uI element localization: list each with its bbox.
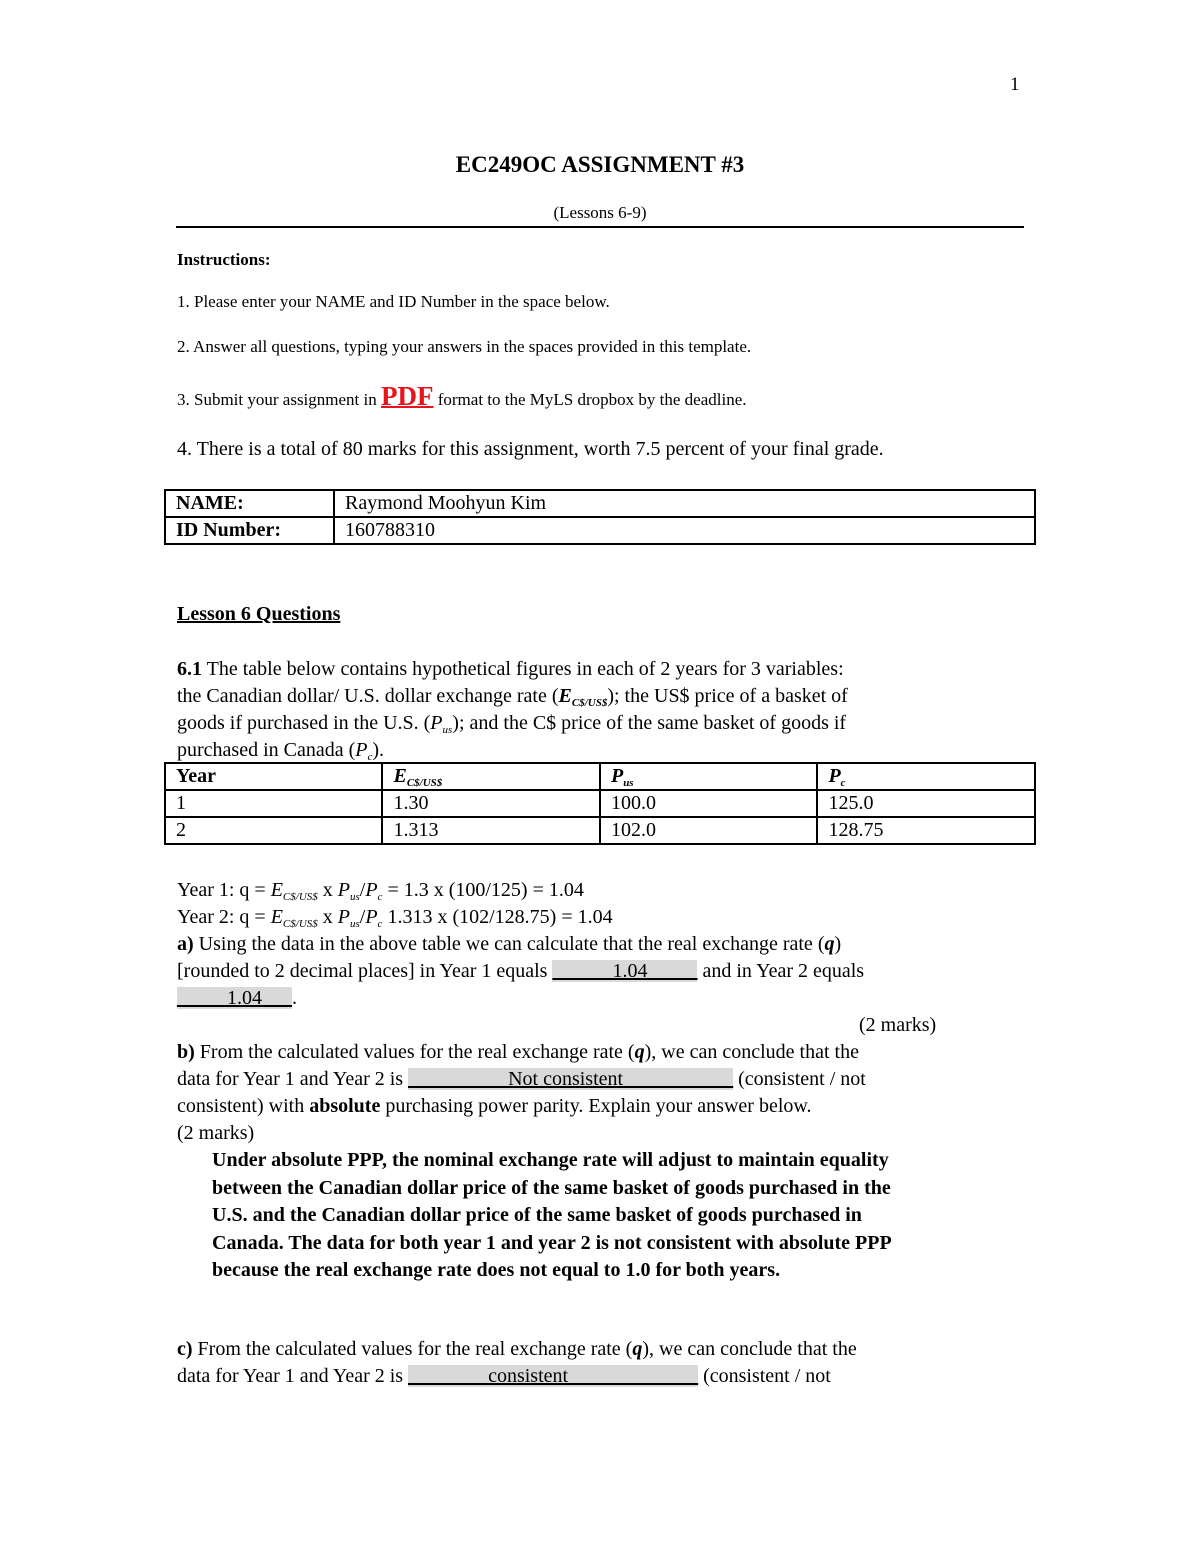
question-text: the Canadian dollar/ U.S. dollar exchange rate ( [177, 685, 559, 707]
emphasis-absolute: absolute [309, 1095, 381, 1117]
symbol-q: q [634, 1041, 645, 1063]
question-text: (consistent / not [698, 1365, 831, 1387]
question-text: . [292, 987, 297, 1009]
calc-text: Year 2: q = [177, 906, 271, 928]
question-text: ). [372, 739, 385, 761]
calc-text: = 1.3 x (100/125) = 1.04 [382, 879, 584, 901]
instruction-3-text-a: 3. Submit your assignment in [177, 390, 381, 409]
header-text: P [828, 765, 841, 787]
calc-year-2 [177, 904, 936, 931]
answer-line: U.S. and the Canadian dollar price of the same basket of goods purchased in [212, 1204, 862, 1226]
symbol-subscript: us [442, 724, 453, 736]
symbol-text: P [365, 906, 378, 928]
part-b-marks: (2 marks) [177, 1122, 255, 1144]
answer-field-year-1[interactable]: ______1.04_____ [552, 960, 698, 982]
symbol-q: q [632, 1338, 643, 1360]
header-pus [600, 763, 817, 790]
part-label: b) [177, 1041, 195, 1063]
symbol-text: P [337, 906, 350, 928]
calculations [177, 877, 936, 1147]
table-cell: 102.0 [600, 817, 817, 844]
table-cell: 2 [165, 817, 382, 844]
part-label: a) [177, 933, 194, 955]
part-b-line-3 [177, 1093, 936, 1120]
question-text: and in Year 2 equals [697, 960, 865, 982]
answer-field-year-2[interactable]: _____1.04___ [177, 987, 292, 1009]
part-b-answer[interactable] [212, 1147, 892, 1285]
symbol-text: E [558, 685, 572, 707]
part-c-line-2 [177, 1363, 857, 1390]
student-info-table [164, 489, 1036, 545]
symbol-subscript: C$/US$ [571, 697, 608, 709]
question-text: From the calculated values for the real exchange rate ( [192, 1338, 633, 1360]
question-6-1 [177, 656, 848, 764]
instruction-2: 2. Answer all questions, typing your answers in the spaces provided in this template. [177, 337, 752, 356]
question-text: ) [834, 933, 842, 955]
answer-line: because the real exchange rate does not equal to 1.0 for both years. [212, 1259, 781, 1281]
part-b-line-1 [177, 1039, 936, 1066]
question-text: data for Year 1 and Year 2 is [177, 1365, 409, 1387]
part-c [177, 1336, 857, 1390]
name-field[interactable]: Raymond Moohyun Kim [334, 490, 1035, 517]
question-text: [rounded to 2 decimal places] in Year 1 equals [177, 960, 553, 982]
calc-text: / [359, 906, 366, 928]
page-subtitle: (Lessons 6-9) [553, 203, 647, 222]
id-label: ID Number: [165, 517, 334, 544]
question-text: purchased in Canada ( [177, 739, 356, 761]
header-subscript: us [623, 777, 634, 789]
calc-text: Year 1: q = [177, 879, 271, 901]
calc-year-1 [177, 877, 936, 904]
question-text: Using the data in the above table we can calculate that the real exchange rate ( [193, 933, 825, 955]
table-cell: 100.0 [600, 790, 817, 817]
table-row [165, 817, 1035, 844]
question-number: 6.1 [177, 658, 202, 680]
header-text: P [610, 765, 624, 787]
part-b-line-2 [177, 1066, 936, 1093]
header-year: Year [165, 763, 382, 790]
answer-line: Under absolute PPP, the nominal exchange rate will adjust to maintain equality [212, 1149, 889, 1171]
symbol-text: P [430, 712, 443, 734]
id-field[interactable]: 160788310 [334, 517, 1035, 544]
symbol-subscript: c [367, 751, 373, 763]
question-text: The table below contains hypothetical figures in each of 2 years for 3 variables: [202, 658, 844, 680]
part-a-line-1 [177, 931, 936, 958]
table-cell: 1.313 [382, 817, 600, 844]
question-text: ); the US$ price of a basket of [607, 685, 848, 707]
question-text: purchasing power parity. Explain your answer below. [380, 1095, 812, 1117]
symbol-subscript: c [377, 891, 383, 903]
symbol-pc [355, 739, 372, 761]
pdf-highlight: PDF [381, 381, 434, 411]
symbol-subscript: c [377, 918, 383, 930]
symbol-text: P [365, 879, 378, 901]
question-text: From the calculated values for the real exchange rate ( [194, 1041, 635, 1063]
part-a-line-2 [177, 958, 936, 985]
header-exchange-rate [382, 763, 600, 790]
answer-line: Canada. The data for both year 1 and year 2 is not consistent with absolute PPP [212, 1231, 892, 1254]
symbol-text: P [337, 879, 350, 901]
instructions-heading: Instructions: [177, 250, 271, 269]
symbol-text: P [355, 739, 368, 761]
table-cell: 1 [165, 790, 382, 817]
calc-text: x [317, 906, 338, 928]
calc-text: 1.313 x (102/128.75) = 1.04 [382, 906, 613, 928]
part-a-line-3 [177, 985, 936, 1012]
part-c-line-1 [177, 1336, 857, 1363]
lesson-6-heading: Lesson 6 Questions [177, 603, 341, 625]
symbol-q: q [824, 933, 835, 955]
question-text: goods if purchased in the U.S. ( [177, 712, 431, 734]
table-cell: 1.30 [382, 790, 600, 817]
instruction-3 [177, 381, 747, 412]
table-row [165, 490, 1035, 517]
calc-text: / [359, 879, 366, 901]
symbol-subscript: C$/US$ [282, 918, 318, 930]
question-text: consistent) with [177, 1095, 310, 1117]
question-text: ), we can conclude that the [642, 1338, 857, 1360]
instruction-3-text-b: format to the MyLS dropbox by the deadline. [433, 390, 747, 409]
header-text: E [393, 765, 407, 787]
data-table [164, 762, 1036, 845]
header-subscript: c [840, 777, 846, 789]
question-text: data for Year 1 and Year 2 is [177, 1068, 409, 1090]
page-number: 1 [1010, 74, 1020, 95]
table-cell: 125.0 [817, 790, 1035, 817]
answer-field-absolute-ppp[interactable]: __________Not consistent___________ [408, 1068, 734, 1090]
symbol-text: E [270, 879, 283, 901]
question-text: ), we can conclude that the [644, 1041, 859, 1063]
part-label: c) [177, 1338, 193, 1360]
table-row [165, 517, 1035, 544]
instruction-4: 4. There is a total of 80 marks for this assignment, worth 7.5 percent of your final grade. [177, 438, 884, 460]
name-label: NAME: [165, 490, 334, 517]
header-subscript: C$/US$ [406, 777, 443, 789]
table-header-row [165, 763, 1035, 790]
symbol-subscript: C$/US$ [282, 891, 318, 903]
table-cell: 128.75 [817, 817, 1035, 844]
symbol-subscript: us [349, 918, 360, 930]
answer-field-relative-ppp[interactable]: ________consistent_____________ [408, 1365, 699, 1387]
table-row [165, 790, 1035, 817]
answer-line: between the Canadian dollar price of the same basket of goods purchased in the [212, 1176, 891, 1199]
symbol-text: E [270, 906, 283, 928]
title-divider [176, 226, 1024, 228]
symbol-pus [430, 712, 452, 734]
question-text: (consistent / not [733, 1068, 866, 1090]
question-text: ); and the C$ price of the same basket of goods if [452, 712, 847, 734]
symbol-e [559, 685, 608, 707]
calc-text: x [317, 879, 338, 901]
instruction-1: 1. Please enter your NAME and ID Number in the space below. [177, 292, 610, 311]
symbol-subscript: us [349, 891, 360, 903]
page-title: EC249OC ASSIGNMENT #3 [455, 152, 745, 177]
header-pc [817, 763, 1035, 790]
part-a-marks: (2 marks) [859, 1014, 937, 1036]
